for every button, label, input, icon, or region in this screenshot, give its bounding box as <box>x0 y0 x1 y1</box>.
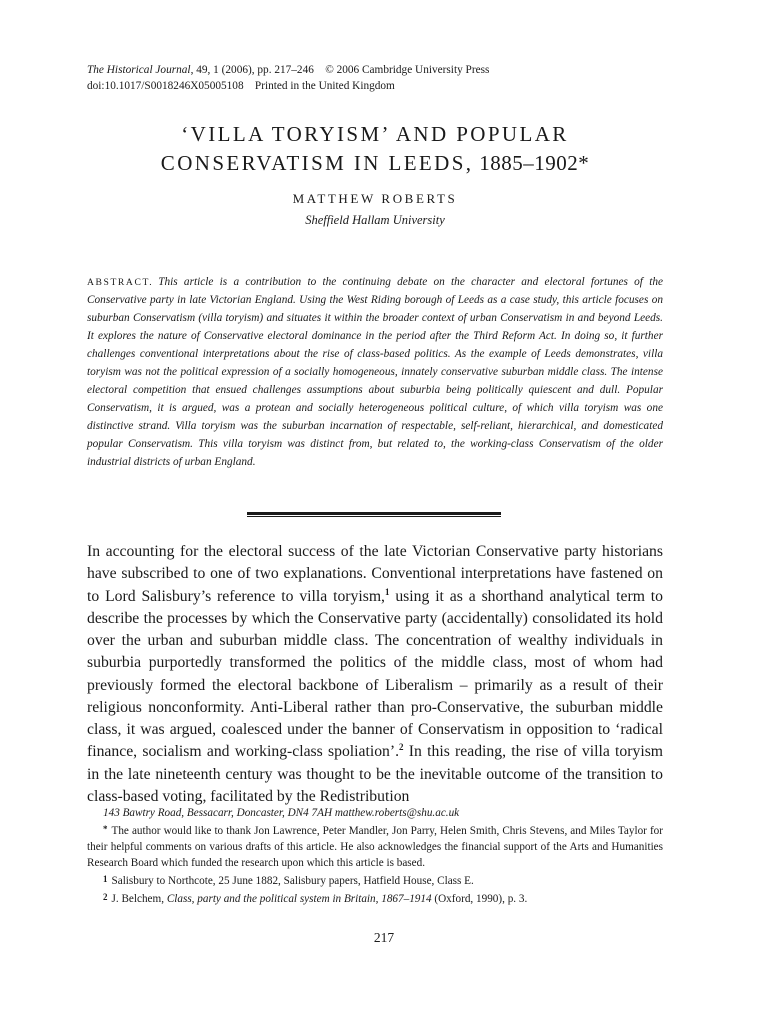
footnote-2 <box>87 890 663 908</box>
footnote-star-mark: * <box>103 823 108 834</box>
footnote-ref-1[interactable]: 1 <box>384 586 390 597</box>
body-text-2: using it as a shorthand analytical term to describe the processes by which the Conservative party (accidentally) consolidated its hold over the urban and suburban middle class. The concentration of wealthy individuals in suburbia purportedly transformed the politics of the middle class, most of whom had previously formed the electoral backbone of Liberalism – primarily as a result of their religious nonconformity. Anti-Liberal rather than pro-Conservative, the suburban middle class, it was argued, coalesced under the banner of Conservatism in opposition to ‘radical finance, socialism and working-class spoliation’. <box>87 587 663 761</box>
copyright: © 2006 Cambridge University Press <box>325 64 490 76</box>
divider-thick <box>247 512 501 515</box>
journal-name: The Historical Journal <box>87 64 191 76</box>
footnote-ref-2[interactable]: 2 <box>399 742 404 753</box>
footnote-2-author: J. Belchem, <box>111 892 165 905</box>
title-line-1: ‘VILLA TORYISM’ AND POPULAR <box>181 122 569 146</box>
author-affiliation: Sheffield Hallam University <box>305 213 445 227</box>
abstract-text: This article is a contribution to the continuing debate on the character and electoral fortunes of the Conservative party in late Victorian England. Using the West Riding borough of Leeds as a case study, this article focuses on suburban Conservatism (villa toryism) and situates it within the broader context of urban Conservatism in and beyond Leeds. It explores the nature of Conservative electoral dominance in the period after the Third Reform Act. In doing so, it further challenges conventional interpretations about the rise of class-based politics. As the example of Leeds demonstrates, villa toryism was not the political expression of a socially homogeneous, innately conservative suburban middle class. The intense electoral competition that ensued challenges assumptions about suburbia being politically quiescent and dull. Popular Conservatism, it is argued, was a protean and socially heterogeneous political culture, of which villa toryism was one distinctive strand. Villa toryism was the suburban incarnation of respectable, self-reliant, hierarchical, and domesticated popular Conservatism. This villa toryism was distinct from, but related to, the working-class Conservatism of the older industrial districts of urban England. <box>87 276 663 468</box>
footnote-2-source: (Oxford, 1990), p. 3. <box>434 892 528 905</box>
doi: doi:10.1017/S0018246X05005108 <box>87 79 244 92</box>
printed-in: Printed in the United Kingdom <box>254 79 395 92</box>
journal-header <box>87 63 663 94</box>
footnote-star <box>87 822 663 872</box>
footnote-2-mark: 2 <box>103 891 108 902</box>
footnote-1-mark: 1 <box>103 873 108 884</box>
title-line-2 <box>87 149 663 178</box>
footnote-1-text: Salisbury to Northcote, 25 June 1882, Salisbury papers, Hatfield House, Class E. <box>111 874 474 887</box>
page-number: 217 <box>373 930 395 945</box>
footnote-star-text: The author would like to thank Jon Lawrence, Peter Mandler, Jon Parry, Helen Smith, Chris Stevens, and Miles Taylor for their helpful comments on various drafts of this article. He also acknowledges the financial support of the Arts and Humanities Research Board which funded the research upon which this article is based. <box>87 824 663 869</box>
article-title <box>87 120 663 178</box>
title-line-2-text: CONSERVATISM IN LEEDS, <box>160 151 474 175</box>
abstract <box>87 274 663 471</box>
body-paragraph <box>87 541 663 808</box>
section-divider <box>247 512 501 517</box>
body-text-1: In accounting for the electoral success of the late Victorian Conservative party historians have subscribed to one of two explanations. Conventional interpretations have fastened on to Lord Salisbury’s reference to villa toryism, <box>87 543 663 605</box>
author-address: 143 Bawtry Road, Bessacarr, Doncaster, DN4 7AH matthew.roberts@shu.ac.uk <box>103 807 460 819</box>
divider-thin <box>247 516 501 517</box>
footnote-1 <box>87 872 663 890</box>
footnotes <box>87 806 663 907</box>
volume-pages: , 49, 1 (2006), pp. 217–246 <box>190 64 314 76</box>
body-text-3: In this reading, the rise of villa toryism in the late nineteenth century was thought to be the inevitable outcome of the transition to class-based voting, facilitated by the Redistribution <box>87 743 663 805</box>
citation-line <box>87 63 663 79</box>
footnote-2-title: Class, party and the political system in Britain, 1867–1914 <box>166 892 432 905</box>
author-name: MATTHEW ROBERTS <box>292 191 458 206</box>
doi-line <box>87 79 663 95</box>
title-dates: 1885–1902* <box>473 151 590 175</box>
abstract-label: ABSTRACT. <box>87 277 154 288</box>
